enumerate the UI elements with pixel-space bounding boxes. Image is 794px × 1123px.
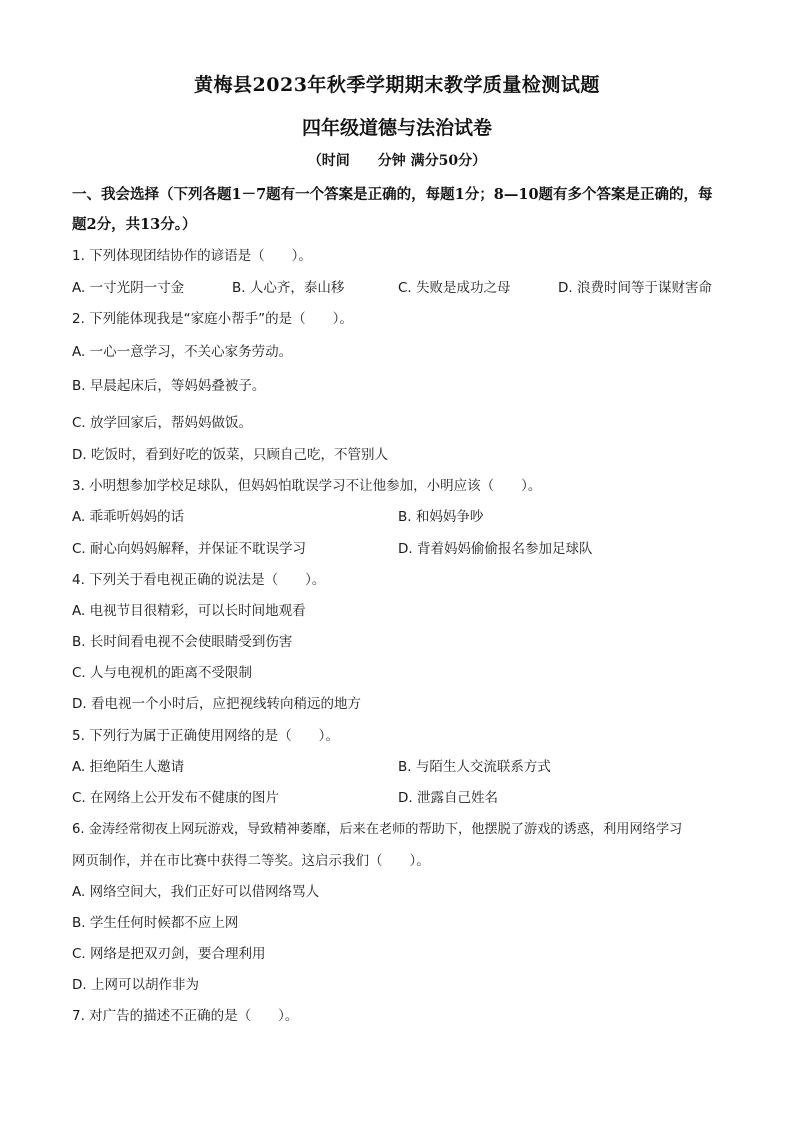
question-5-stem: 5. 下列行为属于正确使用网络的是（ ）。 (72, 728, 339, 744)
question-4-option-c: C. 人与电视机的距离不受限制 (72, 665, 253, 681)
question-2-stem: 2. 下列能体现我是“家庭小帮手”的是（ ）。 (72, 311, 353, 327)
section-heading: 一、我会选择（下列各题1－7题有一个答案是正确的，每题1分；8—10题有多个答案是正确的，每题2分，共13分。） (72, 186, 713, 233)
question-5-option-c: C. 在网络上公开发布不健康的图片 (72, 790, 280, 806)
question-7-stem: 7. 对广告的描述不正确的是（ ）。 (72, 1008, 299, 1024)
question-6-option-c: C. 网络是把双刃剑，要合理利用 (72, 946, 266, 962)
exam-info: （时间 分钟 满分50分） (307, 153, 487, 169)
question-6-option-d: D. 上网可以胡作非为 (72, 977, 199, 993)
question-4-option-b: B. 长时间看电视不会使眼睛受到伤害 (72, 634, 293, 650)
question-2-option-b: B. 早晨起床后，等妈妈叠被子。 (72, 378, 266, 394)
question-1-option-c: C. 失败是成功之母 (398, 280, 511, 296)
question-4-option-a: A. 电视节目很精彩，可以长时间地观看 (72, 603, 306, 619)
question-4-stem: 4. 下列关于看电视正确的说法是（ ）。 (72, 572, 326, 588)
question-3-option-a: A. 乖乖听妈妈的话 (72, 509, 185, 525)
question-3-option-c: C. 耐心向妈妈解释，并保证不耽误学习 (72, 541, 307, 557)
exam-subtitle: 四年级道德与法治试卷 (301, 117, 492, 139)
question-4-option-d: D. 看电视一个小时后，应把视线转向稍远的地方 (72, 696, 361, 712)
question-1-option-a: A. 一寸光阴一寸金 (72, 280, 185, 296)
question-1-stem: 1. 下列体现团结协作的谚语是（ ）。 (72, 248, 312, 264)
question-2-option-c: C. 放学回家后，帮妈妈做饭。 (72, 415, 253, 431)
question-6-option-a: A. 网络空间大，我们正好可以借网络骂人 (72, 884, 320, 900)
question-1-option-b: B. 人心齐，泰山移 (232, 280, 345, 296)
exam-title: 黄梅县2023年秋季学期期末教学质量检测试题 (194, 74, 600, 96)
question-3-option-d: D. 背着妈妈偷偷报名参加足球队 (398, 541, 593, 557)
question-1-option-d: D. 浪费时间等于谋财害命 (558, 280, 712, 296)
question-5-option-b: B. 与陌生人交流联系方式 (398, 759, 551, 775)
question-6-option-b: B. 学生任何时候都不应上网 (72, 915, 239, 931)
question-2-option-d: D. 吃饭时，看到好吃的饭菜，只顾自己吃，不管别人 (72, 447, 388, 463)
question-3-stem: 3. 小明想参加学校足球队，但妈妈怕耽误学习不让他参加，小明应该（ ）。 (72, 478, 542, 494)
question-3-option-b: B. 和妈妈争吵 (398, 509, 484, 525)
question-5-option-d: D. 泄露自己姓名 (398, 790, 498, 806)
question-6-stem-line-1: 6. 金涛经常彻夜上网玩游戏，导致精神萎靡，后来在老师的帮助下，他摆脱了游戏的诱惑，利用网络学习 (72, 822, 683, 837)
question-5-option-a: A. 拒绝陌生人邀请 (72, 759, 185, 775)
question-2-option-a: A. 一心一意学习，不关心家务劳动。 (72, 344, 293, 360)
question-6-stem-line-2: 网页制作，并在市比赛中获得二等奖。这启示我们（ ）。 (72, 853, 430, 869)
